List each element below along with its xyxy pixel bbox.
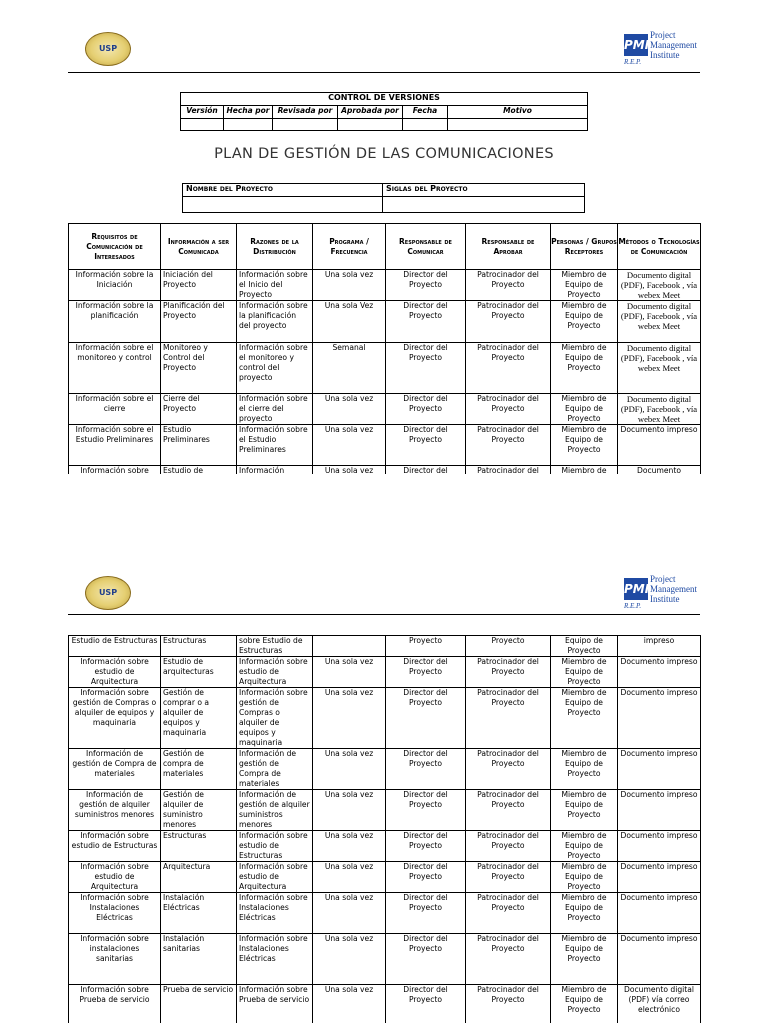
project-name-label: Nombre del Proyecto <box>183 184 383 197</box>
table-cell: Información de gestión de Compra de materiales <box>69 749 161 790</box>
table-cell: Información sobre el monitoreo y control <box>69 343 161 394</box>
table-cell: Información sobre estudio de Arquitectura <box>69 657 161 688</box>
header-resp-comunicar: Responsable de Comunicar <box>386 224 466 270</box>
table-cell: Miembro de Equipo de Proyecto <box>551 657 618 688</box>
table-cell: Una sola vez <box>313 790 386 831</box>
table-cell: Miembro de Equipo de Proyecto <box>551 862 618 893</box>
version-row <box>181 119 588 131</box>
project-table <box>182 183 585 213</box>
table-row <box>69 301 701 343</box>
table-cell: Gestión de alquiler de suministro menores <box>161 790 237 831</box>
table-cell: impreso <box>618 636 701 657</box>
table-cell: Información sobre el Estudio Preliminares <box>69 425 161 466</box>
table-cell: Miembro de <box>551 466 618 475</box>
table-cell: Director del Proyecto <box>386 343 466 394</box>
table-cell: Director del <box>386 466 466 475</box>
table-row <box>69 688 701 749</box>
table-cell: Gestión de comprar o a alquiler de equipos y maquinaria <box>161 688 237 749</box>
version-control-title: CONTROL DE VERSIONES <box>181 93 588 106</box>
table-cell: Documento impreso <box>618 893 701 934</box>
pmi-logo-page2 <box>624 574 697 610</box>
table-cell: Una sola vez <box>313 862 386 893</box>
table-cell: Estudio de arquitecturas <box>161 657 237 688</box>
table-row <box>69 394 701 425</box>
pmi-mark: PMI <box>624 578 648 600</box>
header-resp-aprobar: Responsable de Aprobar <box>466 224 551 270</box>
table-cell: Director del Proyecto <box>386 790 466 831</box>
table-cell: Patrocinador del Proyecto <box>466 394 551 425</box>
table-cell: Estructuras <box>161 831 237 862</box>
table-cell: Miembro de Equipo de Proyecto <box>551 270 618 301</box>
table-row <box>69 862 701 893</box>
table-cell: Patrocinador del Proyecto <box>466 862 551 893</box>
table-cell: Documento impreso <box>618 657 701 688</box>
table-cell: Información sobre Instalaciones Eléctricas <box>237 893 313 934</box>
table-cell: Información sobre la Iniciación <box>69 270 161 301</box>
pmi-rep: R.E.P. <box>624 602 642 610</box>
table-cell: Director del Proyecto <box>386 301 466 343</box>
table-row <box>69 466 701 475</box>
table-cell: Documento digital (PDF) vía correo electrónico <box>618 985 701 1024</box>
table-cell: Una sola vez <box>313 893 386 934</box>
table-cell: Información sobre estudio de Estructuras <box>69 831 161 862</box>
table-cell: Información de gestión de alquiler suministros menores <box>237 790 313 831</box>
table-cell: Patrocinador del <box>466 466 551 475</box>
table-cell: Miembro de Equipo de Proyecto <box>551 301 618 343</box>
table-cell: Estudio de <box>161 466 237 475</box>
table-cell: Director del Proyecto <box>386 425 466 466</box>
table-cell: Director del Proyecto <box>386 688 466 749</box>
table-cell: Miembro de Equipo de Proyecto <box>551 985 618 1024</box>
table-cell: Información sobre el Inicio del Proyecto <box>237 270 313 301</box>
table-cell: Información sobre Prueba de servicio <box>69 985 161 1024</box>
table-cell: Documento digital (PDF), Facebook , vía webex Meet <box>618 270 701 301</box>
table-cell: Estudio Preliminares <box>161 425 237 466</box>
header-rule <box>68 72 700 73</box>
table-cell: Patrocinador del Proyecto <box>466 985 551 1024</box>
header-informacion: Información a ser Comunicada <box>161 224 237 270</box>
table-cell: Documento digital (PDF), Facebook , vía webex Meet <box>618 301 701 343</box>
table-cell: Documento impreso <box>618 749 701 790</box>
table-cell: Información sobre gestión de Compras o alquiler de equipos y maquinaria <box>237 688 313 749</box>
table-cell: Semanal <box>313 343 386 394</box>
version-control-table <box>180 92 588 131</box>
table-row <box>69 749 701 790</box>
col-date: Fecha <box>403 106 448 119</box>
col-approved-by: Aprobada por <box>338 106 403 119</box>
table-row <box>69 934 701 985</box>
table-cell: Patrocinador del Proyecto <box>466 425 551 466</box>
col-version: Versión <box>181 106 224 119</box>
table-cell: Documento digital (PDF), Facebook , vía webex Meet <box>618 343 701 394</box>
comm-table-page2 <box>68 635 701 1023</box>
header-receptores: Personas / Grupos Receptores <box>551 224 618 270</box>
table-cell: Información <box>237 466 313 475</box>
table-cell: Patrocinador del Proyecto <box>466 301 551 343</box>
table-cell: Patrocinador del Proyecto <box>466 934 551 985</box>
table-cell: Información sobre estudio de Arquitectura <box>237 657 313 688</box>
table-cell: Miembro de Equipo de Proyecto <box>551 425 618 466</box>
table-cell: Planificación del Proyecto <box>161 301 237 343</box>
table-cell: Una sola vez <box>313 270 386 301</box>
table-cell: Una sola vez <box>313 466 386 475</box>
table-cell: Patrocinador del Proyecto <box>466 831 551 862</box>
table-cell: Información sobre la planificación <box>69 301 161 343</box>
col-reviewed-by: Revisada por <box>273 106 338 119</box>
table-cell: Documento impreso <box>618 934 701 985</box>
table-cell: Gestión de compra de materiales <box>161 749 237 790</box>
table-row <box>69 657 701 688</box>
table-cell: Una sola Vez <box>313 301 386 343</box>
usp-logo-text: USP <box>98 44 118 53</box>
table-cell: Información sobre la planificación del proyecto <box>237 301 313 343</box>
table-cell: Una sola vez <box>313 425 386 466</box>
table-cell: Información sobre el cierre del proyecto <box>237 394 313 425</box>
table-cell: Instalación sanitarias <box>161 934 237 985</box>
table-cell: Monitoreo y Control del Proyecto <box>161 343 237 394</box>
usp-logo-text: USP <box>98 588 118 597</box>
table-cell: sobre Estudio de Estructuras <box>237 636 313 657</box>
table-cell: Información sobre el Estudio Preliminares <box>237 425 313 466</box>
comm-table-page2-wrap <box>68 635 702 1023</box>
table-cell: Miembro de Equipo de Proyecto <box>551 790 618 831</box>
header-metodos: Métodos o Tecnologías de Comunicación <box>618 224 701 270</box>
table-cell: Iniciación del Proyecto <box>161 270 237 301</box>
table-cell: Instalación Eléctricas <box>161 893 237 934</box>
table-cell: Una sola vez <box>313 749 386 790</box>
table-cell: Patrocinador del Proyecto <box>466 657 551 688</box>
table-cell <box>313 636 386 657</box>
table-cell: Miembro de Equipo de Proyecto <box>551 394 618 425</box>
table-row <box>69 831 701 862</box>
table-cell: Cierre del Proyecto <box>161 394 237 425</box>
document-title: PLAN DE GESTIÓN DE LAS COMUNICACIONES <box>214 146 554 162</box>
table-cell: Director del Proyecto <box>386 934 466 985</box>
table-cell: Director del Proyecto <box>386 831 466 862</box>
table-cell: Miembro de Equipo de Proyecto <box>551 343 618 394</box>
table-cell: Información sobre el monitoreo y control del proyecto <box>237 343 313 394</box>
table-cell: Documento digital (PDF), Facebook , vía webex Meet <box>618 394 701 425</box>
table-cell: Patrocinador del Proyecto <box>466 893 551 934</box>
table-cell: Director del Proyecto <box>386 270 466 301</box>
table-cell: Una sola vez <box>313 831 386 862</box>
table-cell: Información sobre <box>69 466 161 475</box>
table-cell: Documento impreso <box>618 831 701 862</box>
project-acronym-value <box>383 197 585 213</box>
pmi-logo <box>624 30 697 66</box>
table-cell: Información de gestión de alquiler suministros menores <box>69 790 161 831</box>
header-razones: Razones de la Distribución <box>237 224 313 270</box>
pmi-logo-text: Project Management Institute <box>650 574 697 604</box>
table-cell: Patrocinador del Proyecto <box>466 749 551 790</box>
col-reason: Motivo <box>448 106 588 119</box>
pmi-rep: R.E.P. <box>624 58 642 66</box>
table-cell: Información sobre Prueba de servicio <box>237 985 313 1024</box>
table-cell: Una sola vez <box>313 657 386 688</box>
project-name-value <box>183 197 383 213</box>
table-row <box>69 985 701 1024</box>
table-cell: Una sola vez <box>313 394 386 425</box>
table-cell: Información sobre gestión de Compras o alquiler de equipos y maquinaria <box>69 688 161 749</box>
table-cell: Patrocinador del Proyecto <box>466 343 551 394</box>
table-cell: Información sobre instalaciones sanitarias <box>69 934 161 985</box>
table-cell: Miembro de Equipo de Proyecto <box>551 688 618 749</box>
table-cell: Director del Proyecto <box>386 394 466 425</box>
table-cell: Prueba de servicio <box>161 985 237 1024</box>
table-cell: Información de gestión de Compra de materiales <box>237 749 313 790</box>
table-cell: Una sola vez <box>313 688 386 749</box>
table-cell: Documento <box>618 466 701 475</box>
table-cell: Director del Proyecto <box>386 893 466 934</box>
table-cell: Estudio de Estructuras <box>69 636 161 657</box>
table-cell: Documento impreso <box>618 862 701 893</box>
table-cell: Director del Proyecto <box>386 862 466 893</box>
table-row <box>69 343 701 394</box>
table-cell: Patrocinador del Proyecto <box>466 688 551 749</box>
table-cell: Información sobre estudio de Estructuras <box>237 831 313 862</box>
table-cell: Documento impreso <box>618 688 701 749</box>
table-cell: Documento impreso <box>618 425 701 466</box>
table-cell: Proyecto <box>466 636 551 657</box>
pmi-logo-text: Project Management Institute <box>650 30 697 60</box>
table-cell: Una sola vez <box>313 985 386 1024</box>
table-row <box>69 636 701 657</box>
comm-table-page1-wrap <box>68 223 702 474</box>
table-cell: Información sobre estudio de Arquitectura <box>69 862 161 893</box>
header-requisitos: Requisitos de Comunicación de Interesados <box>69 224 161 270</box>
table-cell: Proyecto <box>386 636 466 657</box>
table-cell: Arquitectura <box>161 862 237 893</box>
col-made-by: Hecha por <box>224 106 273 119</box>
table-cell: Director del Proyecto <box>386 749 466 790</box>
pmi-mark: PMI <box>624 34 648 56</box>
table-cell: Miembro de Equipo de Proyecto <box>551 893 618 934</box>
table-cell: Información sobre estudio de Arquitectura <box>237 862 313 893</box>
table-row <box>69 270 701 301</box>
table-cell: Miembro de Equipo de Proyecto <box>551 831 618 862</box>
table-row <box>69 893 701 934</box>
header-programa: Programa / Frecuencia <box>313 224 386 270</box>
table-cell: Información sobre Instalaciones Eléctricas <box>69 893 161 934</box>
table-cell: Documento impreso <box>618 790 701 831</box>
table-cell: Equipo de Proyecto <box>551 636 618 657</box>
table-cell: Director del Proyecto <box>386 985 466 1024</box>
usp-logo-page2 <box>85 576 131 610</box>
table-cell: Estructuras <box>161 636 237 657</box>
table-row <box>69 425 701 466</box>
header-rule-page2 <box>68 614 700 615</box>
table-cell: Información sobre el cierre <box>69 394 161 425</box>
table-cell: Patrocinador del Proyecto <box>466 270 551 301</box>
usp-logo <box>85 32 131 66</box>
table-cell: Miembro de Equipo de Proyecto <box>551 934 618 985</box>
table-cell: Información sobre Instalaciones Eléctricas <box>237 934 313 985</box>
comm-table-page1 <box>68 223 701 474</box>
table-cell: Patrocinador del Proyecto <box>466 790 551 831</box>
table-cell: Miembro de Equipo de Proyecto <box>551 749 618 790</box>
table-cell: Una sola vez <box>313 934 386 985</box>
table-row <box>69 790 701 831</box>
project-acronym-label: Siglas del Proyecto <box>383 184 585 197</box>
table-cell: Director del Proyecto <box>386 657 466 688</box>
